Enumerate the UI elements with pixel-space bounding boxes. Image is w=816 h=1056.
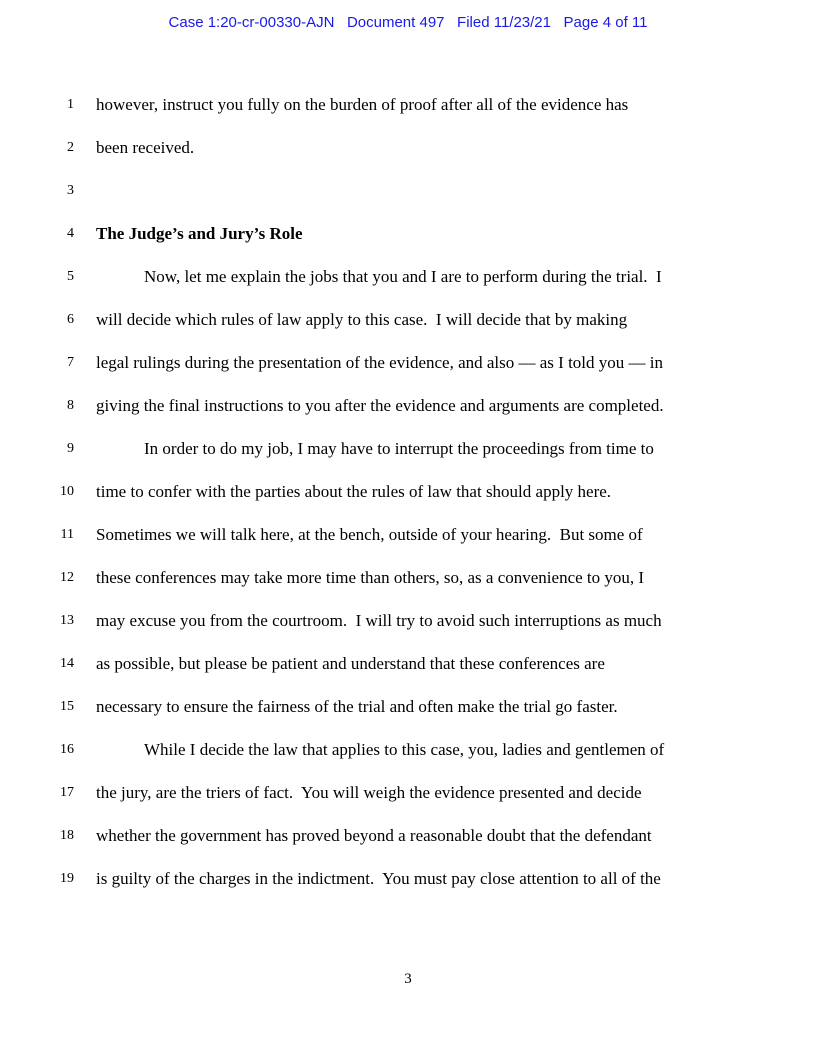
pleading-line <box>0 740 816 764</box>
line-number: 3 <box>67 183 74 198</box>
case-number: Case 1:20-cr-00330-AJN <box>168 14 335 31</box>
line-number: 12 <box>60 570 74 585</box>
document-number: Document 497 <box>346 14 445 31</box>
line-text: the jury, are the triers of fact. You will weigh the evidence presented and decide <box>96 783 642 802</box>
line-number: 9 <box>67 441 74 456</box>
line-number: 19 <box>60 871 74 886</box>
line-number: 17 <box>60 785 74 800</box>
pleading-line <box>0 95 816 119</box>
line-number: 15 <box>60 699 74 714</box>
line-text: however, instruct you fully on the burden of proof after all of the evidence has <box>96 95 629 114</box>
page-number: 3 <box>404 971 412 987</box>
line-text: giving the final instructions to you after the evidence and arguments are completed. <box>96 396 664 415</box>
pleading-line <box>0 396 816 420</box>
line-number: 11 <box>60 527 74 542</box>
line-text: may excuse you from the courtroom. I will try to avoid such interruptions as much <box>96 611 662 630</box>
pleading-line <box>0 482 816 506</box>
line-number: 14 <box>60 656 74 671</box>
pleading-line <box>0 525 816 549</box>
line-number: 13 <box>60 613 74 628</box>
section-heading: The Judge’s and Jury’s Role <box>96 224 303 243</box>
line-number: 6 <box>67 312 74 327</box>
pleading-line <box>0 697 816 721</box>
filed-date: Filed 11/23/21 <box>457 14 551 31</box>
line-number: 7 <box>67 355 74 370</box>
line-text: whether the government has proved beyond a reasonable doubt that the defendant <box>96 826 652 845</box>
pleading-line <box>0 138 816 162</box>
line-number: 10 <box>60 484 74 499</box>
line-number: 4 <box>67 226 74 241</box>
pleading-line <box>0 181 816 205</box>
line-text: legal rulings during the presentation of the evidence, and also — as I told you — in <box>96 353 664 372</box>
line-number: 1 <box>67 97 74 112</box>
pleading-line <box>0 826 816 850</box>
pleading-line <box>0 439 816 463</box>
pleading-line <box>0 654 816 678</box>
pleading-line <box>0 869 816 893</box>
line-text: While I decide the law that applies to this case, you, ladies and gentlemen of <box>144 740 665 759</box>
line-text: these conferences may take more time than others, so, as a convenience to you, I <box>96 568 645 587</box>
pleading-line <box>0 783 816 807</box>
pleading-line <box>0 310 816 334</box>
line-number: 16 <box>60 742 74 757</box>
line-number: 8 <box>67 398 74 413</box>
line-text: will decide which rules of law apply to this case. I will decide that by making <box>96 310 628 329</box>
line-number: 18 <box>60 828 74 843</box>
pleading-line <box>0 568 816 592</box>
line-text: time to confer with the parties about the rules of law that should apply here. <box>96 482 612 501</box>
line-text: is guilty of the charges in the indictment. You must pay close attention to all of the <box>96 869 661 888</box>
line-number: 5 <box>67 269 74 284</box>
pleading-line <box>0 267 816 291</box>
line-text: In order to do my job, I may have to interrupt the proceedings from time to <box>144 439 654 458</box>
line-text: Now, let me explain the jobs that you and I are to perform during the trial. I <box>144 267 662 286</box>
line-text: Sometimes we will talk here, at the bench, outside of your hearing. But some of <box>96 525 643 544</box>
line-text: as possible, but please be patient and understand that these conferences are <box>96 654 605 673</box>
line-text: been received. <box>96 138 195 157</box>
pleading-line <box>0 353 816 377</box>
pleading-line <box>0 224 816 248</box>
pleading-line <box>0 611 816 635</box>
line-number: 2 <box>67 140 74 155</box>
filing-header <box>0 14 816 31</box>
page-of: Page 4 of 11 <box>563 14 648 31</box>
line-text: necessary to ensure the fairness of the trial and often make the trial go faster. <box>96 697 618 716</box>
